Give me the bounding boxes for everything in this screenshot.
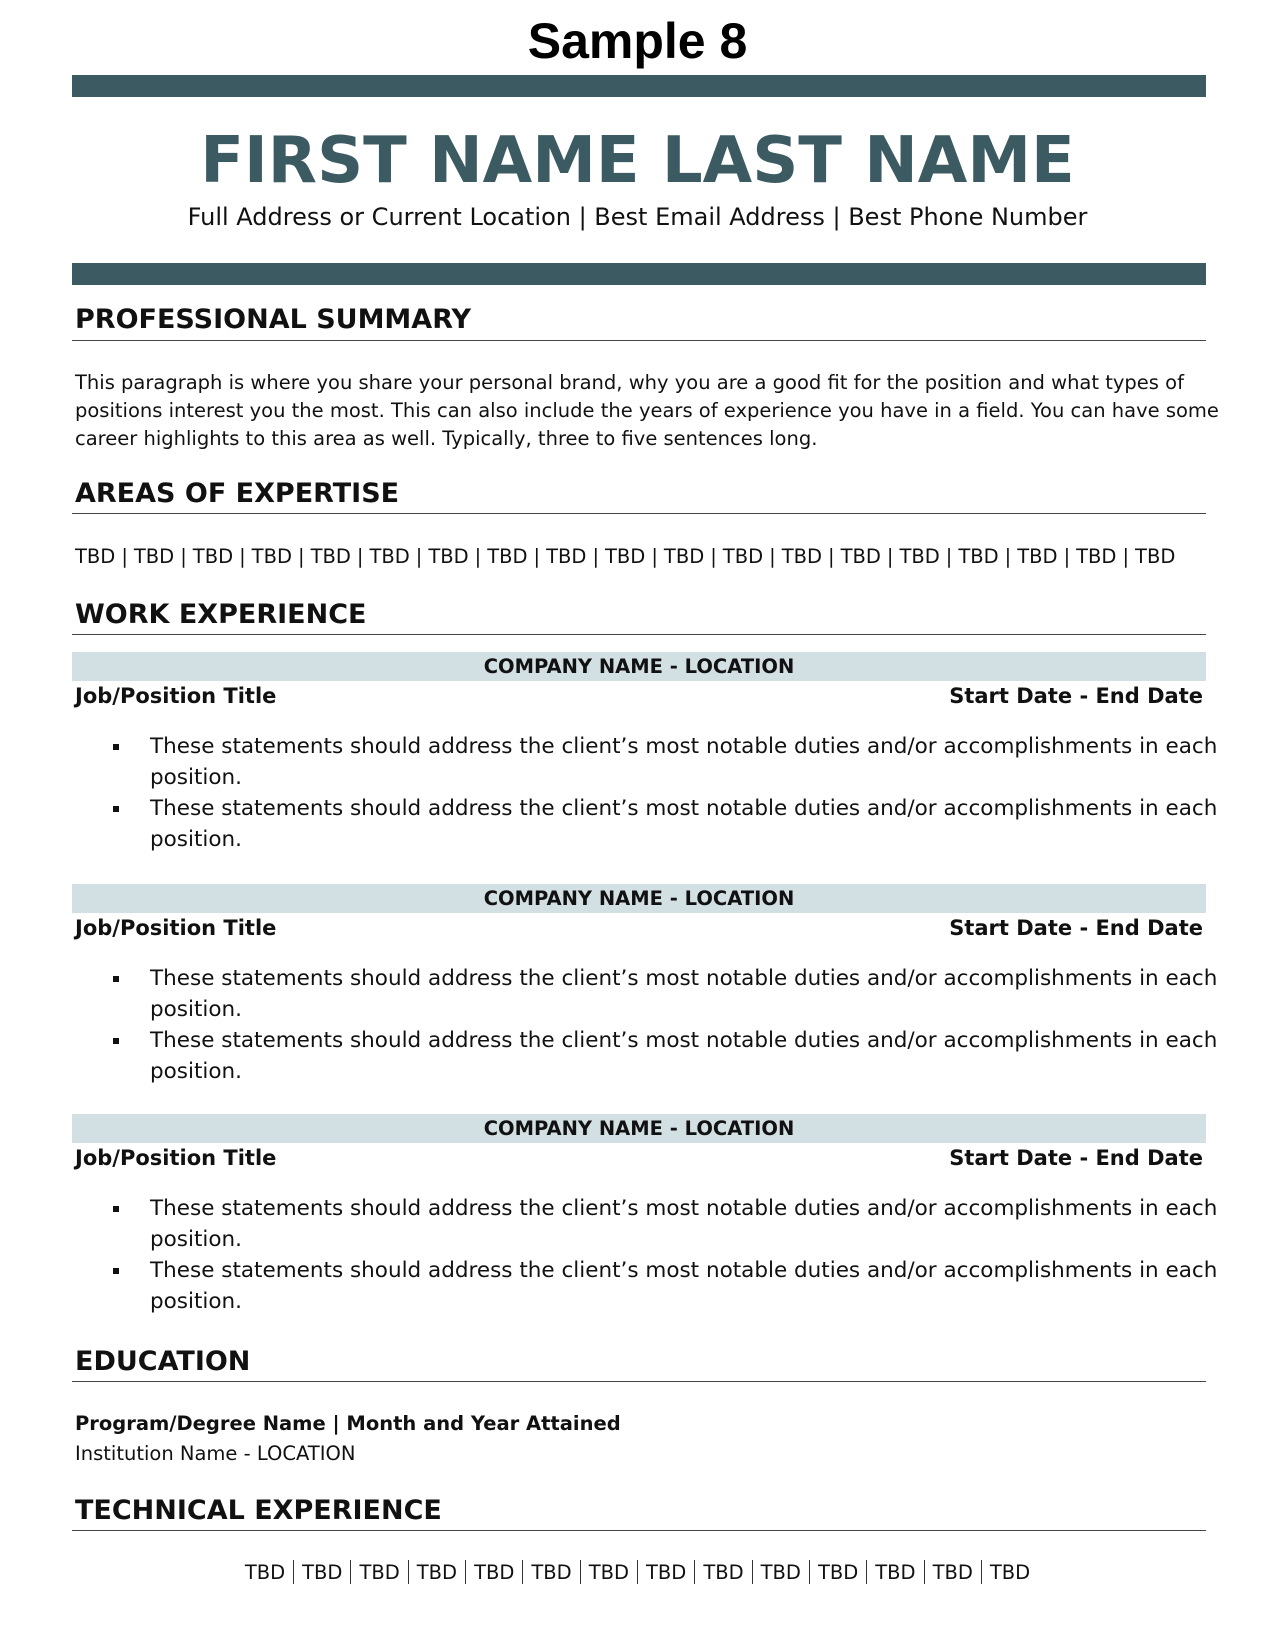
education-institution: Institution Name - LOCATION	[75, 1442, 356, 1465]
technical-item: TBD	[416, 1561, 458, 1584]
technical-separator	[522, 1560, 523, 1584]
expertise-separator: |	[1063, 545, 1071, 568]
expertise-separator: |	[886, 545, 894, 568]
expertise-item: TBD	[487, 545, 528, 568]
section-rule	[72, 634, 1206, 635]
technical-item: TBD	[760, 1561, 801, 1584]
expertise-item: TBD	[663, 545, 705, 568]
expertise-item: TBD	[840, 545, 881, 568]
bullet-text: These statements should address the client’s most notable duties and/or accomplishments in each	[150, 966, 1218, 991]
job-title: Job/Position Title	[75, 916, 277, 940]
expertise-separator: |	[533, 545, 541, 568]
bullet-text: These statements should address the client’s most notable duties and/or accomplishments in each	[150, 734, 1218, 759]
section-rule	[72, 1530, 1206, 1531]
square-bullet-icon	[113, 1206, 119, 1212]
expertise-separator: |	[180, 545, 187, 568]
section-heading-work: WORK EXPERIENCE	[75, 599, 367, 630]
bullet-text: These statements should address the client’s most notable duties and/or accomplishments in each	[150, 1196, 1218, 1221]
section-heading-summary: PROFESSIONAL SUMMARY	[75, 304, 472, 335]
section-rule	[72, 1381, 1206, 1382]
job-dates: Start Date - End Date	[949, 916, 1203, 940]
education-degree: Program/Degree Name | Month and Year Attained	[75, 1412, 621, 1435]
expertise-item: TBD	[310, 545, 351, 568]
technical-separator	[866, 1560, 867, 1584]
list-item	[110, 731, 1218, 793]
bullet-text: position.	[150, 997, 242, 1022]
technical-item: TBD	[989, 1561, 1031, 1584]
expertise-item: TBD	[428, 545, 469, 568]
technical-item: TBD	[932, 1561, 973, 1584]
expertise-separator: |	[474, 545, 482, 568]
expertise-separator: |	[1122, 545, 1130, 568]
summary-line: career highlights to this area as well. Typically, three to five sentences long.	[75, 427, 818, 450]
bullet-text: These statements should address the client’s most notable duties and/or accomplishments in each	[150, 1028, 1218, 1053]
header-bottom-bar	[72, 263, 1206, 285]
expertise-separator: |	[239, 545, 246, 568]
square-bullet-icon	[113, 1268, 119, 1274]
technical-item: TBD	[474, 1561, 515, 1584]
technical-separator	[637, 1560, 638, 1584]
technical-item: TBD	[302, 1561, 343, 1584]
expertise-item: TBD	[1076, 545, 1117, 568]
bullet-text: position.	[150, 1059, 242, 1084]
expertise-item: TBD	[75, 545, 116, 568]
bullet-text: position.	[150, 827, 242, 852]
company-band: COMPANY NAME - LOCATION	[72, 1114, 1206, 1143]
expertise-item: TBD	[192, 545, 234, 568]
technical-separator	[694, 1560, 695, 1584]
list-item	[110, 1193, 1218, 1255]
technical-separator	[350, 1560, 351, 1584]
job-title: Job/Position Title	[75, 1146, 277, 1170]
summary-paragraph	[75, 369, 1219, 453]
expertise-item: TBD	[899, 545, 940, 568]
technical-item: TBD	[359, 1561, 400, 1584]
expertise-item: TBD	[546, 545, 587, 568]
job-bullets	[110, 1193, 1218, 1317]
bullet-text: These statements should address the client’s most notable duties and/or accomplishments in each	[150, 796, 1218, 821]
job-bullets	[110, 963, 1218, 1087]
technical-list	[0, 1559, 1275, 1587]
expertise-separator: |	[945, 545, 953, 568]
expertise-item: TBD	[958, 545, 999, 568]
section-heading-technical: TECHNICAL EXPERIENCE	[75, 1495, 442, 1526]
job-dates: Start Date - End Date	[949, 684, 1203, 708]
expertise-item: TBD	[251, 545, 292, 568]
list-item	[110, 1025, 1218, 1087]
company-band: COMPANY NAME - LOCATION	[72, 652, 1206, 681]
expertise-item: TBD	[781, 545, 822, 568]
summary-line: positions interest you the most. This can also include the years of experience you have in a field. You can have some	[75, 399, 1219, 422]
technical-item: TBD	[646, 1561, 687, 1584]
expertise-separator: |	[769, 545, 776, 568]
bullet-text: position.	[150, 765, 242, 790]
square-bullet-icon	[113, 806, 119, 812]
expertise-item: TBD	[133, 545, 175, 568]
expertise-separator: |	[1004, 545, 1012, 568]
list-item	[110, 793, 1218, 855]
expertise-separator: |	[297, 545, 305, 568]
technical-separator	[752, 1560, 753, 1584]
summary-line: This paragraph is where you share your personal brand, why you are a good fit for the position and what types of	[75, 371, 1184, 394]
section-heading-expertise: AREAS OF EXPERTISE	[75, 478, 400, 509]
square-bullet-icon	[113, 744, 119, 750]
square-bullet-icon	[113, 976, 119, 982]
candidate-name: FIRST NAME LAST NAME	[200, 124, 1075, 198]
technical-separator	[924, 1560, 925, 1584]
expertise-item: TBD	[605, 545, 646, 568]
expertise-separator: |	[710, 545, 717, 568]
sample-title: Sample 8	[527, 13, 748, 69]
technical-separator	[981, 1560, 982, 1584]
list-item	[110, 963, 1218, 1025]
expertise-item: TBD	[1135, 545, 1176, 568]
job-bullets	[110, 731, 1218, 855]
section-rule	[72, 513, 1206, 514]
expertise-list	[75, 543, 1175, 571]
company-band: COMPANY NAME - LOCATION	[72, 884, 1206, 913]
expertise-item: TBD	[369, 545, 410, 568]
header-top-bar	[72, 75, 1206, 97]
job-title: Job/Position Title	[75, 684, 277, 708]
technical-separator	[580, 1560, 581, 1584]
technical-item: TBD	[703, 1561, 744, 1584]
technical-item: TBD	[531, 1561, 572, 1584]
technical-item: TBD	[244, 1561, 286, 1584]
section-heading-education: EDUCATION	[75, 1346, 251, 1377]
list-item	[110, 1255, 1218, 1317]
technical-item: TBD	[875, 1561, 916, 1584]
expertise-separator: |	[415, 545, 423, 568]
bullet-text: position.	[150, 1227, 242, 1252]
expertise-item: TBD	[1017, 545, 1058, 568]
square-bullet-icon	[113, 1038, 119, 1044]
expertise-separator: |	[121, 545, 128, 568]
contact-line: Full Address or Current Location | Best Email Address | Best Phone Number	[187, 203, 1088, 231]
technical-item: TBD	[817, 1561, 859, 1584]
technical-separator	[809, 1560, 810, 1584]
technical-separator	[408, 1560, 409, 1584]
job-dates: Start Date - End Date	[949, 1146, 1203, 1170]
expertise-item: TBD	[722, 545, 764, 568]
expertise-separator: |	[356, 545, 364, 568]
expertise-separator: |	[828, 545, 835, 568]
bullet-text: These statements should address the client’s most notable duties and/or accomplishments in each	[150, 1258, 1218, 1283]
bullet-text: position.	[150, 1289, 242, 1314]
technical-separator	[465, 1560, 466, 1584]
expertise-separator: |	[651, 545, 658, 568]
expertise-separator: |	[592, 545, 600, 568]
technical-separator	[293, 1560, 294, 1584]
section-rule	[72, 340, 1206, 341]
technical-item: TBD	[588, 1561, 629, 1584]
